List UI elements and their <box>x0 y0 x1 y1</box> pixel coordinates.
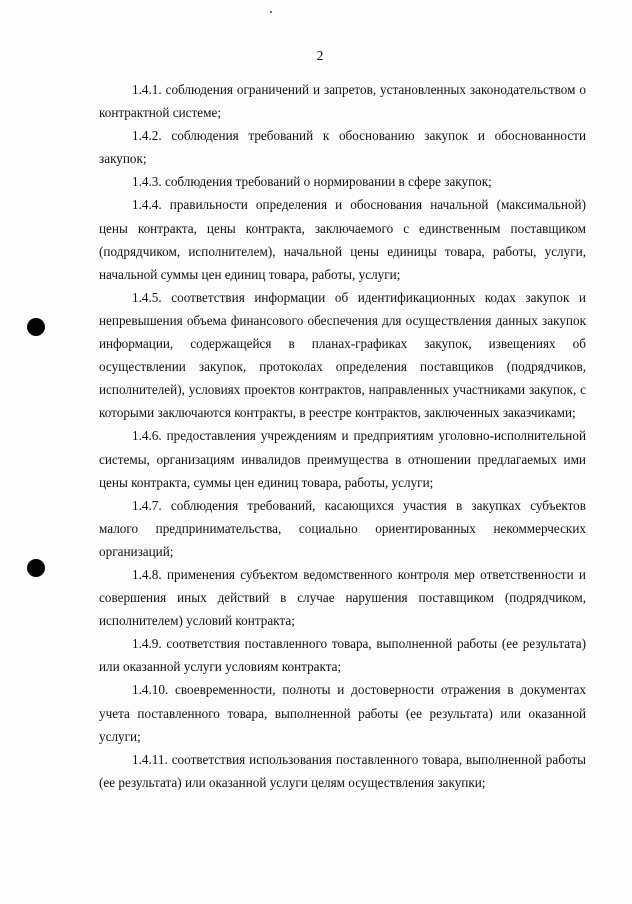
paragraph-1-4-10: 1.4.10. своевременности, полноты и достоверности отражения в документах учета поставленного товара, выполненной работы (ее результата) или оказанной услуги; <box>99 682 586 744</box>
page-number: 2 <box>316 48 324 63</box>
paragraph-1-4-7: 1.4.7. соблюдения требований, касающихся участия в закупках субъектов малого предпринимательства, социально ориентированных некоммерческих организаций; <box>99 497 586 559</box>
document-body <box>99 78 586 794</box>
paragraph-1-4-8: 1.4.8. применения субъектом ведомственного контроля мер ответственности и совершения иных действий в случае нарушения поставщиком (подрядчиком, исполнителем) условий контракта; <box>99 566 586 629</box>
paragraph-1-4-9: 1.4.9. соответствия поставленного товара, выполненной работы (ее результата) или оказанной услуги условиям контракта; <box>99 636 586 675</box>
paragraph-1-4-1: 1.4.1. соблюдения ограничений и запретов, установленных законодательством о контрактной системе; <box>99 82 586 121</box>
paragraph-1-4-4: 1.4.4. правильности определения и обоснования начальной (максимальной) цены контракта, цены контракта, заключаемого с единственным поставщиком (подрядчиком, исполнителем), начальной цены единицы товара, работы, услуги, начальной суммы цен единиц товара, работы, услуги; <box>99 197 586 282</box>
paragraph-1-4-2: 1.4.2. соблюдения требований к обоснованию закупок и обоснованности закупок; <box>99 128 586 167</box>
paragraph-1-4-11: 1.4.11. соответствия использования поставленного товара, выполненной работы (ее результата) или оказанной услуги целям осуществления закупки; <box>99 751 586 790</box>
paragraph-1-4-3: 1.4.3. соблюдения требований о нормировании в сфере закупок; <box>132 174 492 190</box>
paragraph-1-4-6: 1.4.6. предоставления учреждениям и предприятиям уголовно-исполнительной системы, организациям инвалидов преимущества в отношении предлагаемых ими цены контракта, суммы цен единиц товара, работы, услуги; <box>99 428 586 490</box>
scan-speck <box>270 11 272 13</box>
punch-hole-top <box>27 318 45 336</box>
punch-hole-bottom <box>27 559 45 577</box>
paragraph-1-4-5: 1.4.5. соответствия информации об идентификационных кодах закупок и непревышения объема финансового обеспечения для осуществления данных закупок информации, содержащейся в планах-графиках закупок, извещениях об осуществлении закупок, протоколах определения поставщиков (подрядчиков, исполнителей), условиях проектов контрактов, направленных участниками закупок, с которыми заключаются контракты, в реестре контрактов, заключенных заказчиками; <box>99 289 586 421</box>
